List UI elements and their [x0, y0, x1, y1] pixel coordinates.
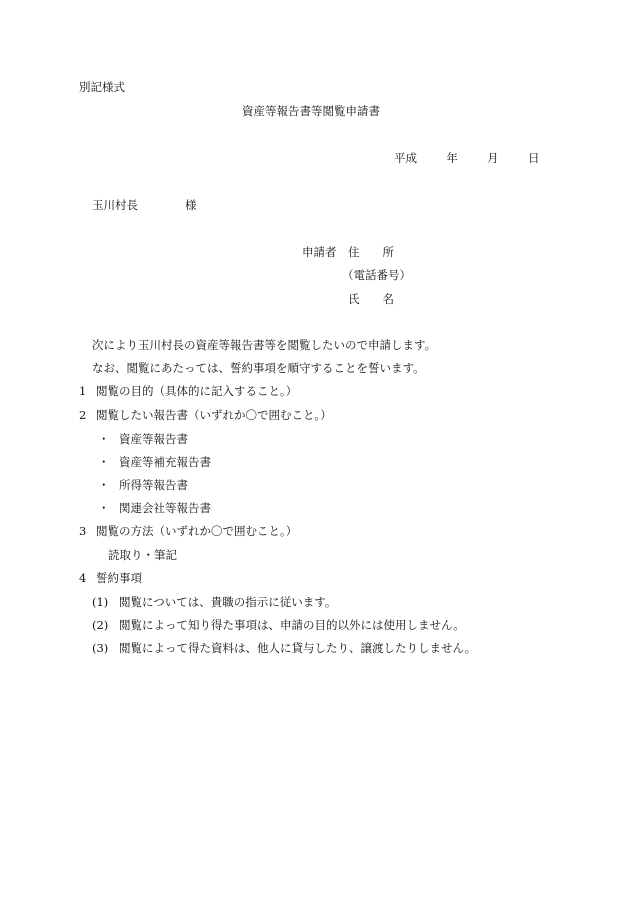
- report-bullet: ・: [98, 478, 110, 492]
- pledge-number: (2): [92, 618, 109, 632]
- addressee-name: 玉川村長: [92, 198, 138, 212]
- form-label: 別記様式: [79, 80, 125, 94]
- date-day: 日: [527, 151, 540, 165]
- applicant-phone-label: （電話番号）: [342, 268, 411, 282]
- body-paragraph: 次により玉川村長の資産等報告書等を閲覧したいので申請します。: [92, 338, 437, 352]
- report-bullet: ・: [98, 455, 110, 469]
- applicant-address-label: 住 所: [348, 245, 394, 259]
- body-paragraph: なお、閲覧にあたっては、誓約事項を順守することを誓います。: [92, 361, 425, 375]
- item-number: 3: [79, 524, 87, 538]
- item-text: 誓約事項: [96, 571, 142, 585]
- applicant-label: 申請者: [302, 245, 337, 259]
- pledge-number: (1): [92, 595, 109, 609]
- report-bullet: ・: [98, 501, 110, 515]
- addressee-honorific: 様: [185, 198, 197, 212]
- date-era: 平成: [394, 151, 417, 165]
- report-bullet: ・: [98, 432, 110, 446]
- item-text: 閲覧の方法（いずれか〇で囲むこと。）: [96, 524, 298, 538]
- report-item: 所得等報告書: [119, 478, 188, 492]
- date-month: 月: [487, 151, 499, 165]
- applicant-name-label: 氏 名: [348, 292, 394, 306]
- pledge-text: 閲覧によって得た資料は、他人に貸与したり、譲渡したりしません。: [119, 641, 477, 655]
- item-number: 1: [79, 384, 87, 398]
- method-options: 読取り・筆記: [108, 548, 177, 562]
- date-year: 年: [446, 151, 458, 165]
- pledge-text: 閲覧によって知り得た事項は、申請の目的以外には使用しません。: [119, 618, 465, 632]
- item-text: 閲覧の目的（具体的に記入すること。）: [96, 384, 298, 398]
- pledge-number: (3): [92, 641, 109, 655]
- pledge-text: 閲覧については、貴職の指示に従います。: [119, 595, 337, 609]
- document-title: 資産等報告書等閲覧申請書: [242, 104, 380, 118]
- report-item: 関連会社等報告書: [119, 501, 211, 515]
- item-number: 4: [79, 571, 87, 585]
- item-number: 2: [79, 408, 87, 422]
- report-item: 資産等補充報告書: [119, 455, 211, 469]
- date-line: [394, 150, 539, 166]
- item-text: 閲覧したい報告書（いずれか〇で囲むこと。）: [96, 408, 332, 422]
- report-item: 資産等報告書: [119, 432, 188, 446]
